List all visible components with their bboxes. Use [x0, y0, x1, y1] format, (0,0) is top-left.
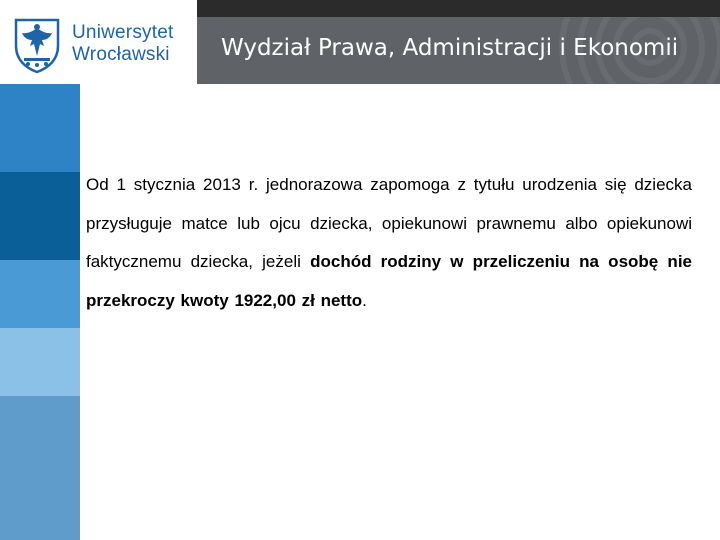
sidebar-decoration [0, 84, 80, 540]
university-crest-icon [12, 16, 62, 74]
paragraph-end: . [362, 290, 367, 310]
university-name-line1: Uniwersytet [72, 22, 174, 43]
paragraph-bold-text: dochód rodziny w przeliczeniu na osobę nie przekroczy kwoty 1922,00 zł netto [86, 252, 692, 310]
slide-title: Wydział Prawa, Administracji i Ekonomii [221, 35, 679, 61]
paragraph-text: Od 1 stycznia 2013 r. jednorazowa zapomoga z tytułu urodzenia się dziecka przysługuje matce lub ojcu dziecka, opiekunowi prawnemu albo opiekunowi faktycznemu dziecka, jeżeli [86, 175, 692, 271]
sidebar-block [0, 260, 80, 328]
university-logo [0, 0, 197, 84]
title-bar [197, 0, 720, 84]
sidebar-block [0, 84, 80, 172]
sidebar-block [0, 396, 80, 540]
sidebar-block [0, 172, 80, 260]
university-name [72, 22, 173, 66]
sidebar-block [0, 328, 80, 396]
body-paragraph [86, 166, 692, 320]
university-name-line2: Wrocławski [72, 44, 170, 65]
title-top-strip [197, 0, 720, 17]
